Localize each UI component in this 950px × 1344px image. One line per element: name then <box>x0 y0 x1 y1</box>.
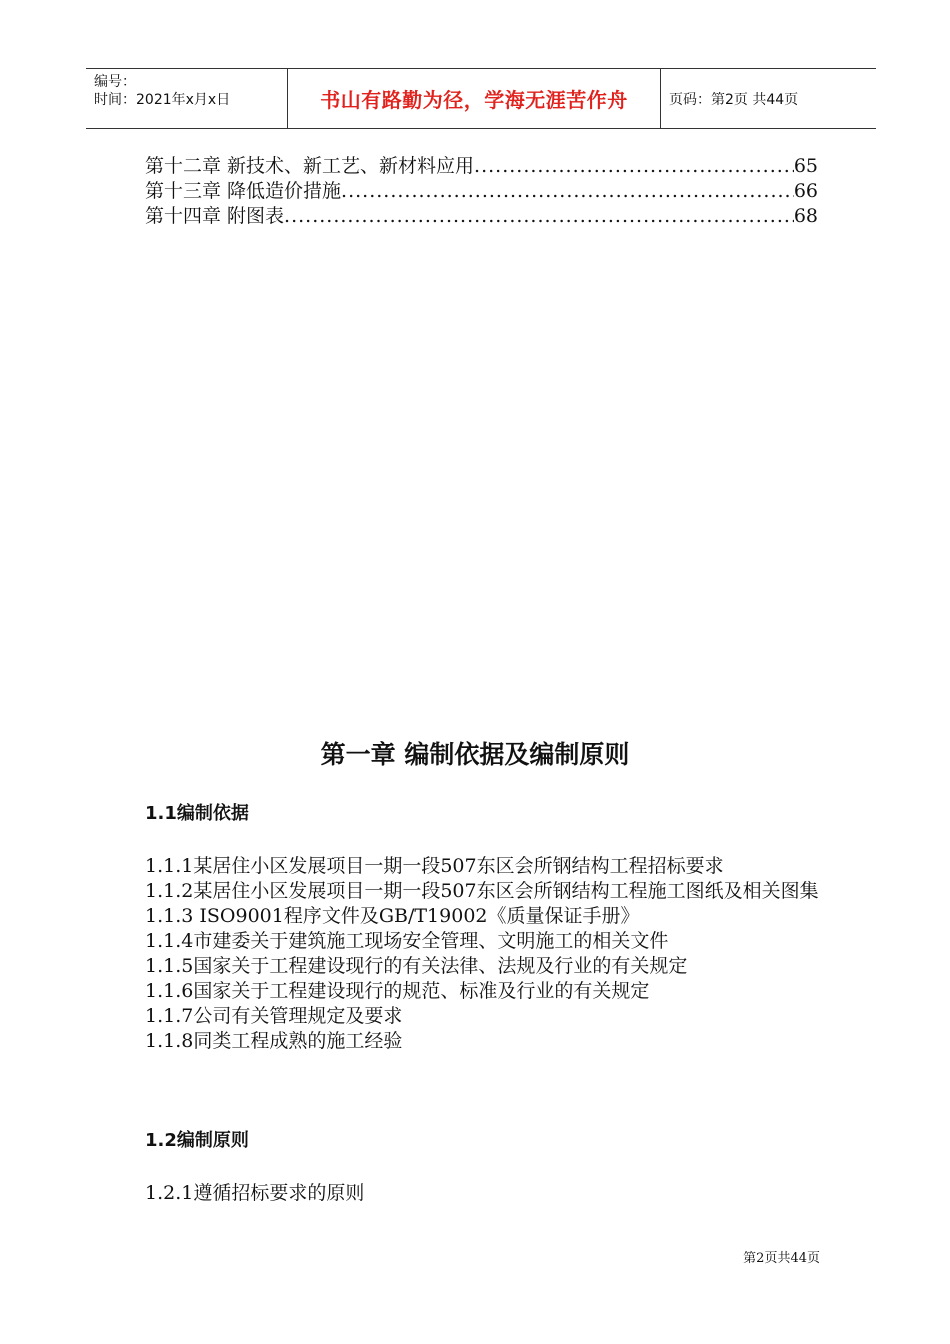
toc-entry[interactable] <box>145 154 818 179</box>
list-item: 1.1.3 ISO9001程序文件及GB/T19002《质量保证手册》 <box>145 905 640 927</box>
table-of-contents <box>145 154 818 229</box>
section-heading: 1.2编制原则 <box>145 1130 249 1151</box>
toc-leader-dots <box>341 179 794 204</box>
toc-entry-page: 68 <box>793 205 818 227</box>
page-header <box>86 68 876 129</box>
toc-entry-title: 第十三章 降低造价措施 <box>145 180 342 202</box>
page-footer: 第2页共44页 <box>743 1251 820 1266</box>
list-item: 1.1.4市建委关于建筑施工现场安全管理、文明施工的相关文件 <box>145 930 669 952</box>
toc-entry-title: 第十四章 附图表 <box>145 205 285 227</box>
toc-entry-page: 65 <box>793 155 818 177</box>
section-body <box>145 854 825 1054</box>
toc-entry[interactable] <box>145 204 818 229</box>
list-item: 1.2.1遵循招标要求的原则 <box>145 1182 365 1204</box>
list-item: 1.1.5国家关于工程建设现行的有关法律、法规及行业的有关规定 <box>145 955 688 977</box>
document-number-label: 编号： <box>94 74 136 90</box>
document-date: 时间：2021年x月x日 <box>94 92 231 108</box>
list-item: 1.1.2某居住小区发展项目一期一段507东区会所钢结构工程施工图纸及相关图集 <box>145 880 819 902</box>
list-item: 1.1.6国家关于工程建设现行的规范、标准及行业的有关规定 <box>145 980 650 1002</box>
toc-entry[interactable] <box>145 179 818 204</box>
toc-leader-dots <box>474 154 794 179</box>
header-page-info: 页码：第2页 共44页 <box>669 91 799 108</box>
header-page-cell <box>661 69 876 128</box>
toc-leader-dots <box>284 204 794 229</box>
toc-entry-title: 第十二章 新技术、新工艺、新材料应用 <box>145 155 475 177</box>
list-item: 1.1.7公司有关管理规定及要求 <box>145 1005 403 1027</box>
header-motto: 书山有路勤为径，学海无涯苦作舟 <box>320 88 628 112</box>
chapter-title: 第一章 编制依据及编制原则 <box>320 740 630 769</box>
section-body <box>145 1181 825 1206</box>
toc-entry-page: 66 <box>793 180 818 202</box>
header-meta <box>86 69 288 128</box>
list-item: 1.1.1某居住小区发展项目一期一段507东区会所钢结构工程招标要求 <box>145 855 724 877</box>
list-item: 1.1.8同类工程成熟的施工经验 <box>145 1030 403 1052</box>
section-heading: 1.1编制依据 <box>145 803 249 824</box>
header-motto-cell <box>288 69 661 128</box>
